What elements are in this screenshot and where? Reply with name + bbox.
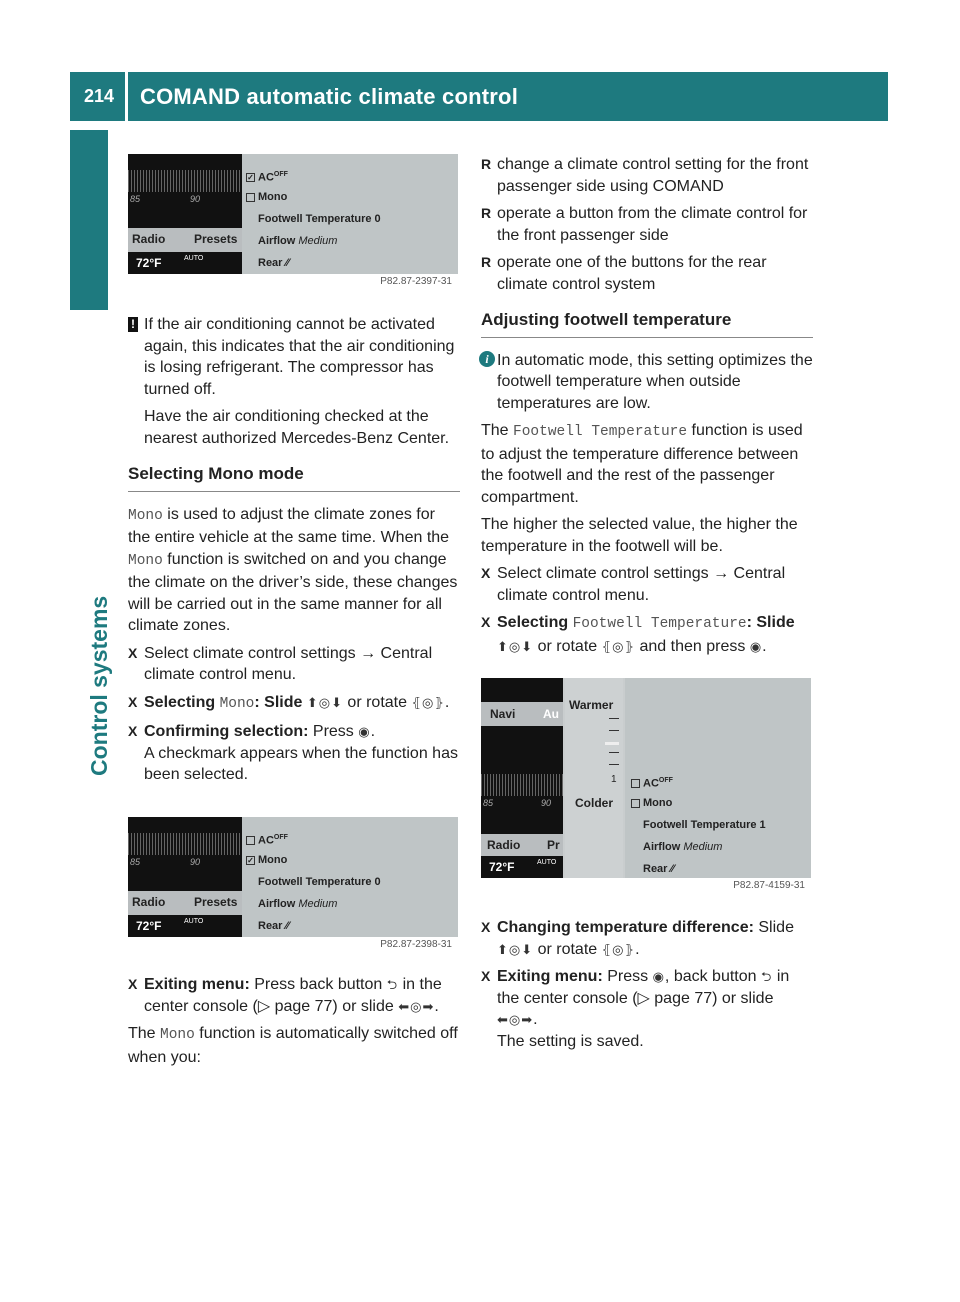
level-value: 1 (611, 774, 617, 785)
step-select-mono: X Selecting Mono: Slide ⬆◎⬇ or rotate ⦃◎⦄. (128, 692, 460, 716)
checkbox-icon (246, 836, 255, 845)
left-column-lower (128, 974, 460, 1074)
status-panel (128, 154, 242, 274)
right-column (481, 154, 813, 663)
footwell-item: Footwell Temperature 0 (258, 213, 381, 225)
nav-bar (481, 702, 563, 726)
gauge-bar (128, 170, 242, 192)
gauge-label: 85 (130, 194, 141, 204)
checked-icon: ✓ (247, 855, 254, 865)
checkbox-icon (246, 193, 255, 202)
step-change-difference: X Changing temperature difference: Slide ⬆◎⬇ or rotate ⦃◎⦄. (481, 917, 813, 960)
page-number: 214 (84, 86, 115, 106)
navi-label: Navi (490, 707, 516, 721)
footwell-intro: The Footwell Temperature function is used to adjust the temperature difference between the footwell and the rest of the passenger compartment. (481, 422, 803, 506)
footwell-higher: The higher the selected value, the higher the temperature in the footwell will be. (481, 516, 798, 555)
screen-figure-footwell (481, 678, 811, 898)
slide-control-icon: ⬆◎⬇ (497, 638, 534, 654)
mono-off-text: The Mono function is automatically switched off when you: (128, 1025, 458, 1066)
radio-label: Radio (132, 232, 166, 246)
rotate-control-icon: ⦃◎⦄ (601, 941, 636, 957)
temperature-readout: 72°F (489, 860, 515, 874)
step-confirm: X Confirming selection: Press ◉. A checkmark appears when the function has been selected. (128, 721, 460, 786)
slide-control-icon: ⬅◎➡ (497, 1012, 534, 1027)
screen-figure-ac (128, 154, 458, 294)
temperature-readout: 72°F (136, 256, 162, 270)
right-column-lower (481, 917, 813, 1058)
status-panel (481, 678, 563, 878)
checkbox-icon (631, 799, 640, 808)
auto-label: AUTO (184, 918, 204, 925)
menu-panel (625, 678, 811, 878)
side-tab (70, 130, 108, 310)
source-bar (481, 834, 563, 858)
figure-code: P82.87-2397-31 (380, 276, 452, 287)
climate-bar (128, 252, 242, 274)
gauge-label: 90 (190, 194, 201, 204)
display-screen (128, 154, 458, 274)
presets-label: Presets (194, 895, 238, 909)
bullet-item: R operate one of the buttons for the rear climate control system (481, 252, 813, 295)
presets-label: Presets (194, 232, 238, 246)
slide-control-icon: ⬆◎⬇ (497, 941, 534, 957)
gauge-label: 90 (190, 857, 201, 867)
climate-menu: ✓ $AC^{OFF}$ Mono Footwell Temperature 0 Airflow Medium Rear ⁄⁄ (247, 171, 381, 269)
figure-code: P82.87-2398-31 (380, 939, 452, 950)
status-panel (128, 817, 242, 937)
heading-footwell: Adjusting footwell temperature (481, 309, 813, 338)
fan-icon: ⁄⁄ (285, 920, 290, 932)
section-title: Control systems (86, 595, 112, 776)
checkbox-icon (631, 779, 640, 788)
slide-control-icon: ⬅◎➡ (398, 998, 435, 1014)
source-bar (128, 228, 242, 252)
audio-label: Au (543, 707, 559, 721)
rotate-control-icon: ⦃◎⦄ (601, 638, 636, 654)
climate-bar (481, 856, 563, 878)
step-select-settings: X Select climate control settings → Central climate control menu. (128, 643, 460, 686)
mono-intro: Mono is used to adjust the climate zones for the entire vehicle at the same time. When the Mono function is switched on and you change the climate on the driver’s side, these changes will be carried out in the same manner for all climate zones. (128, 505, 458, 634)
gauge-label: 85 (483, 798, 494, 808)
page-title: COMAND automatic climate control (140, 84, 519, 109)
footwell-item: Footwell Temperature 1 (643, 819, 766, 831)
press-control-icon: ◉ (749, 638, 763, 654)
auto-label: AUTO (184, 255, 204, 262)
screen-figure-mono (128, 817, 458, 957)
press-control-icon: ◉ (358, 724, 371, 739)
auto-label: AUTO (537, 859, 557, 866)
rotate-control-icon: ⦃◎⦄ (411, 694, 445, 710)
bullet-item: R operate a button from the climate control for the front passenger side (481, 203, 813, 246)
section-label (80, 540, 120, 780)
step-exit-menu: X Exiting menu: Press ◉, back button ⮌ in the center console (▷ page 77) or slide ⬅◎➡. The setting is saved. (481, 966, 813, 1052)
presets-label: Pr (547, 838, 560, 852)
climate-menu: $AC^{OFF}$ ✓ Mono Footwell Temperature 0 Airflow Medium Rear ⁄⁄ (247, 834, 381, 932)
warning-icon: ! (128, 317, 138, 332)
fan-icon: ⁄⁄ (285, 257, 290, 269)
climate-bar (128, 915, 242, 937)
warning-note: ! If the air conditioning cannot be activated again, this indicates that the air conditioning is losing refrigerant. The compressor has turned off. Have the air conditioning checked at the nearest authorized Mercedes-Benz Center. (128, 314, 460, 449)
step-select-settings: X Select climate control settings → Central climate control menu. (481, 563, 813, 606)
temperature-readout: 72°F (136, 919, 162, 933)
temperature-slider (565, 678, 623, 878)
gauge-label: 85 (130, 857, 141, 867)
colder-label: Colder (575, 796, 614, 810)
radio-label: Radio (487, 838, 521, 852)
display-screen (481, 678, 811, 878)
footwell-item: Footwell Temperature 0 (258, 876, 381, 888)
climate-menu: $AC^{OFF}$ Mono Footwell Temperature 1 Airflow Medium Rear ⁄⁄ (631, 770, 766, 878)
fan-icon: ⁄⁄ (670, 863, 675, 875)
step-select-footwell: X Selecting Footwell Temperature: Slide ⬆◎⬇ or rotate ⦃◎⦄ and then press ◉. (481, 612, 813, 657)
slide-control-icon: ⬆◎⬇ (306, 694, 343, 710)
figure-code: P82.87-4159-31 (733, 880, 805, 891)
heading-mono: Selecting Mono mode (128, 463, 460, 492)
bullet-item: R change a climate control setting for the front passenger side using COMAND (481, 154, 813, 197)
checked-icon: ✓ (247, 173, 254, 183)
warmer-label: Warmer (569, 698, 614, 712)
display-screen (128, 817, 458, 937)
press-control-icon: ◉ (652, 969, 665, 984)
gauge-bar (128, 833, 242, 855)
page-number-tab (70, 72, 125, 121)
source-bar (128, 891, 242, 915)
info-icon: i (479, 351, 495, 367)
gauge-label: 90 (541, 798, 552, 808)
back-button-icon: ⮌ (386, 977, 399, 992)
step-exit-menu: X Exiting menu: Press back button ⮌ in the center console (▷ page 77) or slide ⬅◎➡. (128, 974, 460, 1017)
radio-label: Radio (132, 895, 166, 909)
back-button-icon: ⮌ (760, 969, 773, 984)
info-note: i In automatic mode, this setting optimizes the footwell temperature when outside temperatures are low. (481, 350, 813, 415)
gauge-bar (481, 774, 563, 796)
header-bar (128, 72, 888, 121)
left-column (128, 314, 460, 792)
